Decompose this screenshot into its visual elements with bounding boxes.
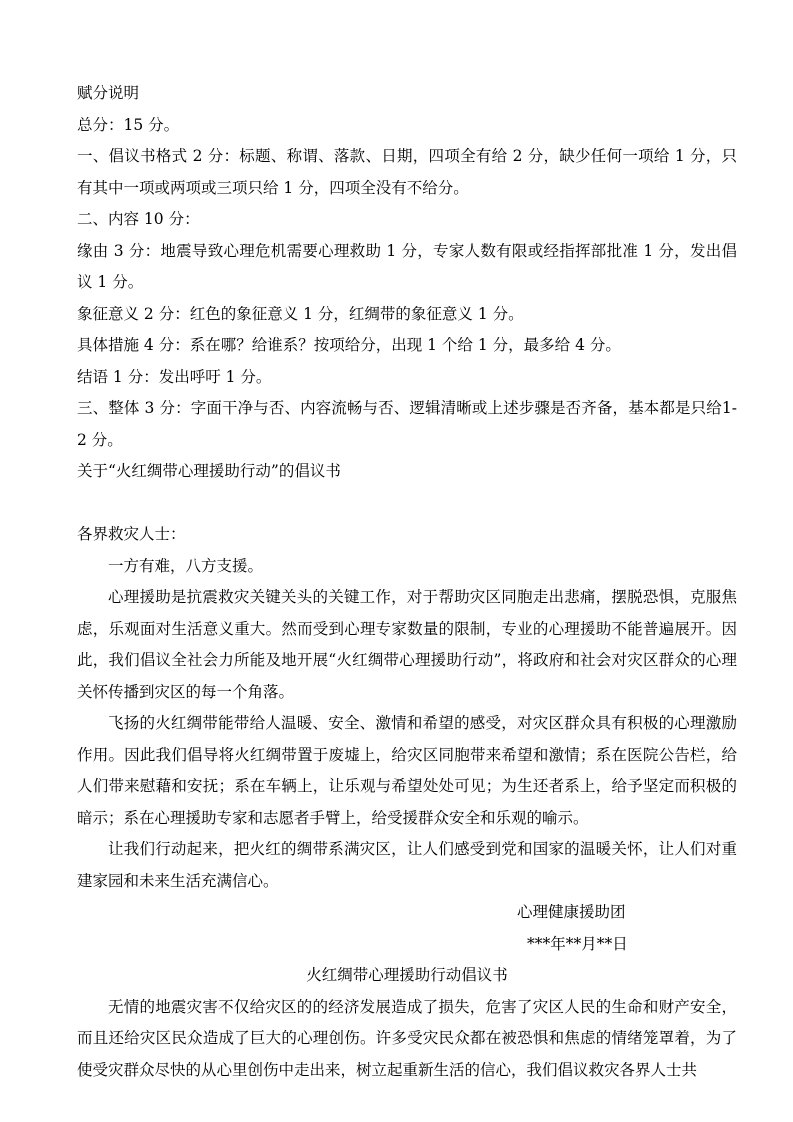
scoring-heading: 赋分说明: [77, 84, 140, 102]
letter1-paragraph-3: 飞扬的火红绸带能带给人温暖、安全、激情和希望的感受，对灾区群众具有积极的心理激励作用。因此我们倡导将火红绸带置于废墟上，给灾区同胞带来希望和激情；系在医院公告栏，给人们带来慰藉和安抚；系在车辆上，让乐观与希望处处可见；为生还者系上，给予坚定而积极的暗示；系在心理援助专家和志愿者手臂上，给受援群众安全和乐观的喻示。: [77, 714, 737, 827]
letter1-date: ***年**月**日: [527, 934, 628, 953]
document-page: [77, 78, 737, 1086]
letter1-paragraph-1: 一方有难，八方支援。: [108, 556, 264, 575]
letter1-paragraph-2: 心理援助是抗震救灾关键关头的关键工作，对于帮助灾区同胞走出悲痛，摆脱恐惧，克服焦虑，乐观面对生活意义重大。然而受到心理专家数量的限制，专业的心理援助不能普遍展开。因此，我们倡议全社会力所能及地开展“火红绸带心理援助行动”，将政府和社会对灾区群众的心理关怀传播到灾区的每一个角落。: [77, 588, 737, 701]
letter1-title: 关于“火红绸带心理援助行动”的倡议书: [77, 462, 341, 480]
scoring-item-overall: 三、整体 3 分：字面干净与否、内容流畅与否、逻辑清晰或上述步骤是否齐备，基本都是只给1-2 分。: [77, 399, 737, 449]
letter1-salutation: 各界救灾人士：: [77, 525, 186, 543]
scoring-symbol: 象征意义 2 分：红色的象征意义 1 分，红绸带的象征意义 1 分。: [77, 304, 524, 323]
scoring-item-content: 二、内容 10 分：: [77, 210, 200, 228]
letter1-paragraph-4: 让我们行动起来，把火红的绸带系满灾区，让人们感受到党和国家的温暖关怀，让人们对重建家园和未来生活充满信心。: [77, 840, 737, 890]
scoring-total: 总分：15 分。: [77, 115, 180, 134]
scoring-measures: 具体措施 4 分：系在哪？给谁系？按项给分，出现 1 个给 1 分，最多给 4 分。: [77, 336, 621, 354]
letter2-title: 火红绸带心理援助行动倡议书: [306, 966, 508, 984]
scoring-conclusion: 结语 1 分：发出呼吁 1 分。: [77, 367, 272, 386]
letter1-signature: 心理健康援助团: [517, 903, 626, 921]
blank-line: [77, 488, 737, 520]
scoring-reason: 缘由 3 分：地震导致心理危机需要心理救助 1 分，专家人数有限或经指挥部批准 1 分，发出倡议 1 分。: [77, 241, 737, 291]
letter2-paragraph-1: 无情的地震灾害不仅给灾区的的经济发展造成了损失，危害了灾区人民的生命和财产安全，而且还给灾区民众造成了巨大的心理创伤。许多受灾民众都在被恐惧和焦虑的情绪笼罩着，为了使受灾群众尽快的从心里创伤中走出来，树立起重新生活的信心，我们倡议救灾各界人士共: [77, 997, 737, 1079]
scoring-item-format: 一、倡议书格式 2 分：标题、称谓、落款、日期，四项全有给 2 分，缺少任何一项给 1 分，只有其中一项或两项或三项只给 1 分，四项全没有不给分。: [77, 147, 737, 197]
